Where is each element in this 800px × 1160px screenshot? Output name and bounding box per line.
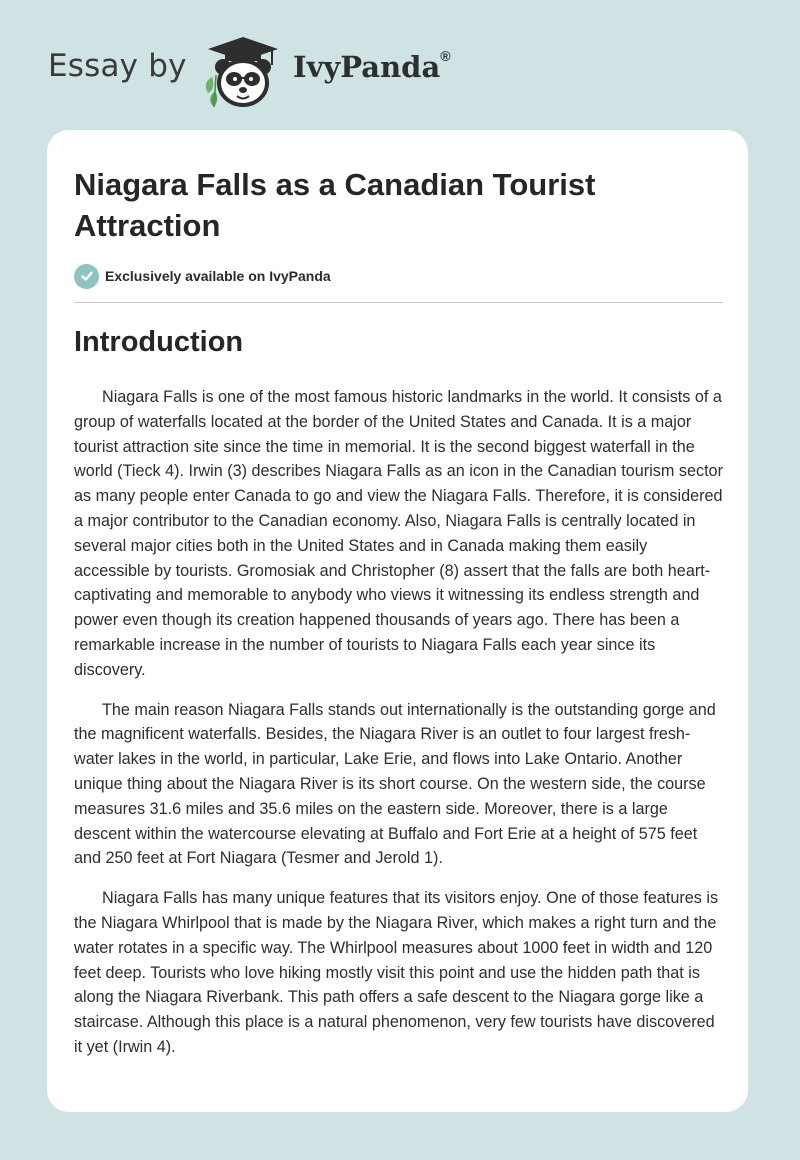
essay-card [47,130,748,1112]
section-heading: Introduction [74,326,244,358]
brand-name-text: IvyPanda [293,50,441,84]
ivypanda-logo-icon[interactable] [198,35,288,109]
essay-body [74,385,726,1075]
exclusive-badge-label: Exclusively available on IvyPanda [105,268,331,284]
check-icon [74,264,99,289]
registered-mark: ® [440,48,451,64]
paragraph: Niagara Falls has many unique features that its visitors enjoy. One of those features is the Niagara Whirlpool that is made by the Niagara River, which makes a right turn and the water rotates in a specific way. The Whirlpool measures about 1000 feet in width and 120 feet deep. Tourists who love hiking mostly visit this point and use the hidden path that is along the Niagara Riverbank. This path offers a safe descent to the Niagara gorge like a staircase. Although this place is a natural phenomenon, very few tourists have discovered it yet (Irwin 4). [74,889,719,1056]
exclusive-badge [74,263,331,289]
essay-title: Niagara Falls as a Canadian Tourist Attraction [74,167,596,243]
site-header [0,0,800,130]
paragraph: The main reason Niagara Falls stands out internationally is the outstanding gorge and the magnificent waterfalls. Besides, the Niagara River is an outlet to four largest fresh-water lakes in the world, in particular, Lake Erie, and flows into Lake Ontario. Another unique thing about the Niagara River is its short course. On the western side, the course measures 31.6 miles and 35.6 miles on the eastern side. Moreover, there is a large descent within the watercourse elevating at Buffalo and Fort Erie at a height of 575 feet and 250 feet at Fort Niagara (Tesmer and Jerold 1). [74,700,716,868]
divider [74,302,723,303]
paragraph: Niagara Falls is one of the most famous historic landmarks in the world. It consists of a group of waterfalls located at the border of the United States and Canada. It is a major tourist attraction site since the time in memorial. It is the second biggest waterfall in the world (Tieck 4). Irwin (3) describes Niagara Falls as an icon in the Canadian tourism sector as many people enter Canada to go and view the Niagara Falls. Therefore, it is considered a major contributor to the Canadian economy. Also, Niagara Falls is centrally located in several major cities both in the United States and in Canada making them easily accessible by tourists. Gromosiak and Christopher (8) assert that the falls are both heart-captivating and memorable to anybody who views it witnessing its endless strength and power even though its creation happened thousands of years ago. There has been a remarkable increase in the number of tourists to Niagara Falls each year since its discovery. [74,388,723,679]
essay-by-label: Essay by [48,48,187,84]
brand-name[interactable] [293,50,451,84]
